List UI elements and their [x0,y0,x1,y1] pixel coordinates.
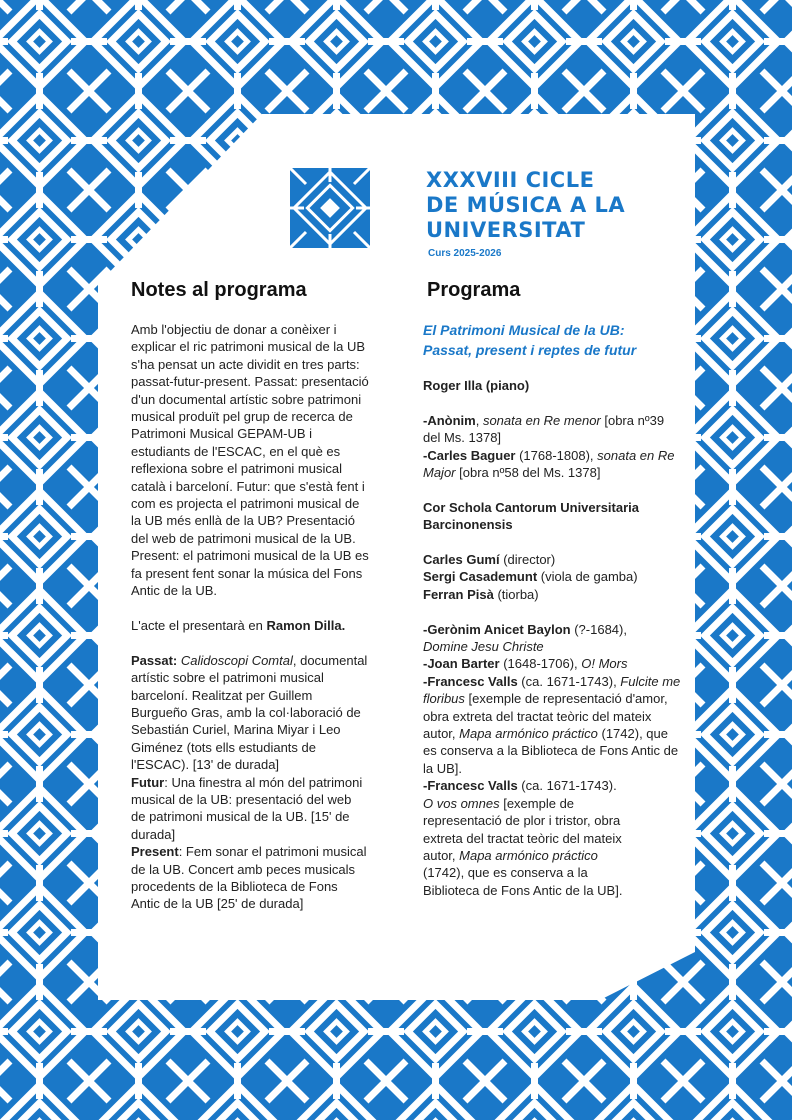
composer-name: -Carles Baguer [423,447,516,463]
passat-title: Calidoscopi Comtal [180,652,293,668]
separator: , [475,412,483,428]
notes-futur [131,774,369,844]
notes-column [131,321,369,913]
program-item [423,655,681,672]
musician [423,568,681,585]
present-label: Present [131,844,179,860]
program-item [423,621,681,656]
work-title: Domine Jesu Christe [423,639,544,655]
notes-presenter [131,617,369,634]
program-item [423,777,623,899]
notes-intro: Amb l'objectiu de donar a conèixer i explicar el ric patrimoni musical de la UB s'ha pensat un acte dividit en tres parts: passat-futur-present. Passat: presentació d'un documental artístic sobre patrimoni musical produït pel grup de recerca de Patrimoni Musical GEPAM-UB i estudiants de l'ESCAC, en el què es reflexiona sobre el patrimoni musical català i barceloní. Futur: que s'està fent i com es projecta el patrimoni musical de la UB més enllà de la UB? Presentació del web de patrimoni musical de la UB. Present: el patrimoni musical de la UB es fa present fent sonar la música del Fons Antic de la UB. [131,322,369,599]
course-year: Curs 2025-2026 [428,248,502,259]
composer-dates: (1768-1808), [515,447,598,463]
program-item [423,447,681,482]
programa-heading: Programa [427,279,521,301]
presenter-prefix: L'acte el presentarà en [131,617,267,633]
work-details: [obra nº58 del Ms. 1378] [455,465,601,481]
composer-name: -Gerònim Anicet Baylon [423,621,571,637]
musician-name: Carles Gumí [423,552,500,568]
composer-dates: (?-1684), [570,621,627,637]
work-title: O! Mors [581,656,628,672]
futur-text: : Una finestra al món del patrimoni musical de la UB: presentació del web de patrimoni musical de la UB. [15' de durada] [131,774,363,842]
performer-name: Roger Illa (piano) [423,378,530,393]
musician-role: (tiorba) [493,586,539,602]
presenter-name: Ramon Dilla. [266,617,346,633]
work-title: sonata en Re Major [423,447,675,481]
composer-name: -Francesc Valls [423,778,518,794]
subtitle-line: Passat, present i reptes de futur [423,342,637,358]
work-details: [exemple de representació de plor i tristor, obra extreta del tractat teòric del mateix autor, [423,795,622,863]
cycle-title-line: XXXVIII CICLE [426,168,595,192]
composer-dates: (ca. 1671-1743). [517,778,617,794]
work-details: [obra nº39 del Ms. 1378] [423,412,665,446]
notes-present [131,843,369,913]
musician [423,586,681,603]
subtitle-line: El Patrimoni Musical de la UB: [423,322,625,338]
composer-name: -Joan Barter [423,656,500,672]
book-title: Mapa armónico práctico [459,847,598,863]
passat-label: Passat: [131,652,178,668]
composer-name: -Anònim [423,412,476,428]
musician-role: (viola de gamba) [537,569,638,585]
geometric-star-logo-icon [290,168,370,248]
work-title: O vos omnes [423,795,500,811]
programa-subtitle [423,320,683,360]
notes-heading: Notes al programa [131,279,307,301]
work-details: (1742), que es conserva a la Biblioteca de Fons Antic de la UB]. [423,865,623,898]
futur-label: Futur [131,774,165,790]
musician-role: (director) [499,552,556,568]
musician-name: Sergi Casademunt [423,569,538,585]
present-text: : Fem sonar el patrimoni musical de la UB. Concert amb peces musicals procedents de la Biblioteca de Fons Antic de la UB [25' de durada] [131,844,367,912]
choir-name [423,499,681,534]
composer-dates: (1648-1706), [499,656,582,672]
performer-piano [423,377,681,394]
work-details: (1742), que es conserva a la Biblioteca de Fons Antic de la UB]. [423,726,679,776]
passat-text: , documental artístic sobre el patrimoni musical barceloní. Realitzat per Guillem Burgueño Gras, amb la col·laboració de Sebastián Curiel, Marina Miyar i Leo Giménez (tots ells estudiants de l'ESCAC). [13' de durada] [131,652,368,773]
programa-column [423,377,681,899]
program-item [423,673,681,777]
notes-passat [131,652,369,774]
composer-dates: (ca. 1671-1743), [517,673,621,689]
musician-name: Ferran Pisà [423,586,494,602]
cycle-title [426,168,686,243]
book-title: Mapa armónico práctico [459,726,598,742]
work-details: [exemple de representació d'amor, obra extreta del tractat teòric del mateix autor, [423,691,668,742]
work-title: Fulcite me floribus [423,673,681,707]
program-item [423,412,681,447]
work-title: sonata en Re menor [482,412,601,428]
musician [423,551,681,568]
choir-name-text: Cor Schola Cantorum Universitaria Barcinonensis [423,499,639,533]
cycle-title-line: UNIVERSITAT [426,218,586,242]
composer-name: -Francesc Valls [423,673,518,689]
cycle-title-line: DE MÚSICA A LA [426,193,626,217]
